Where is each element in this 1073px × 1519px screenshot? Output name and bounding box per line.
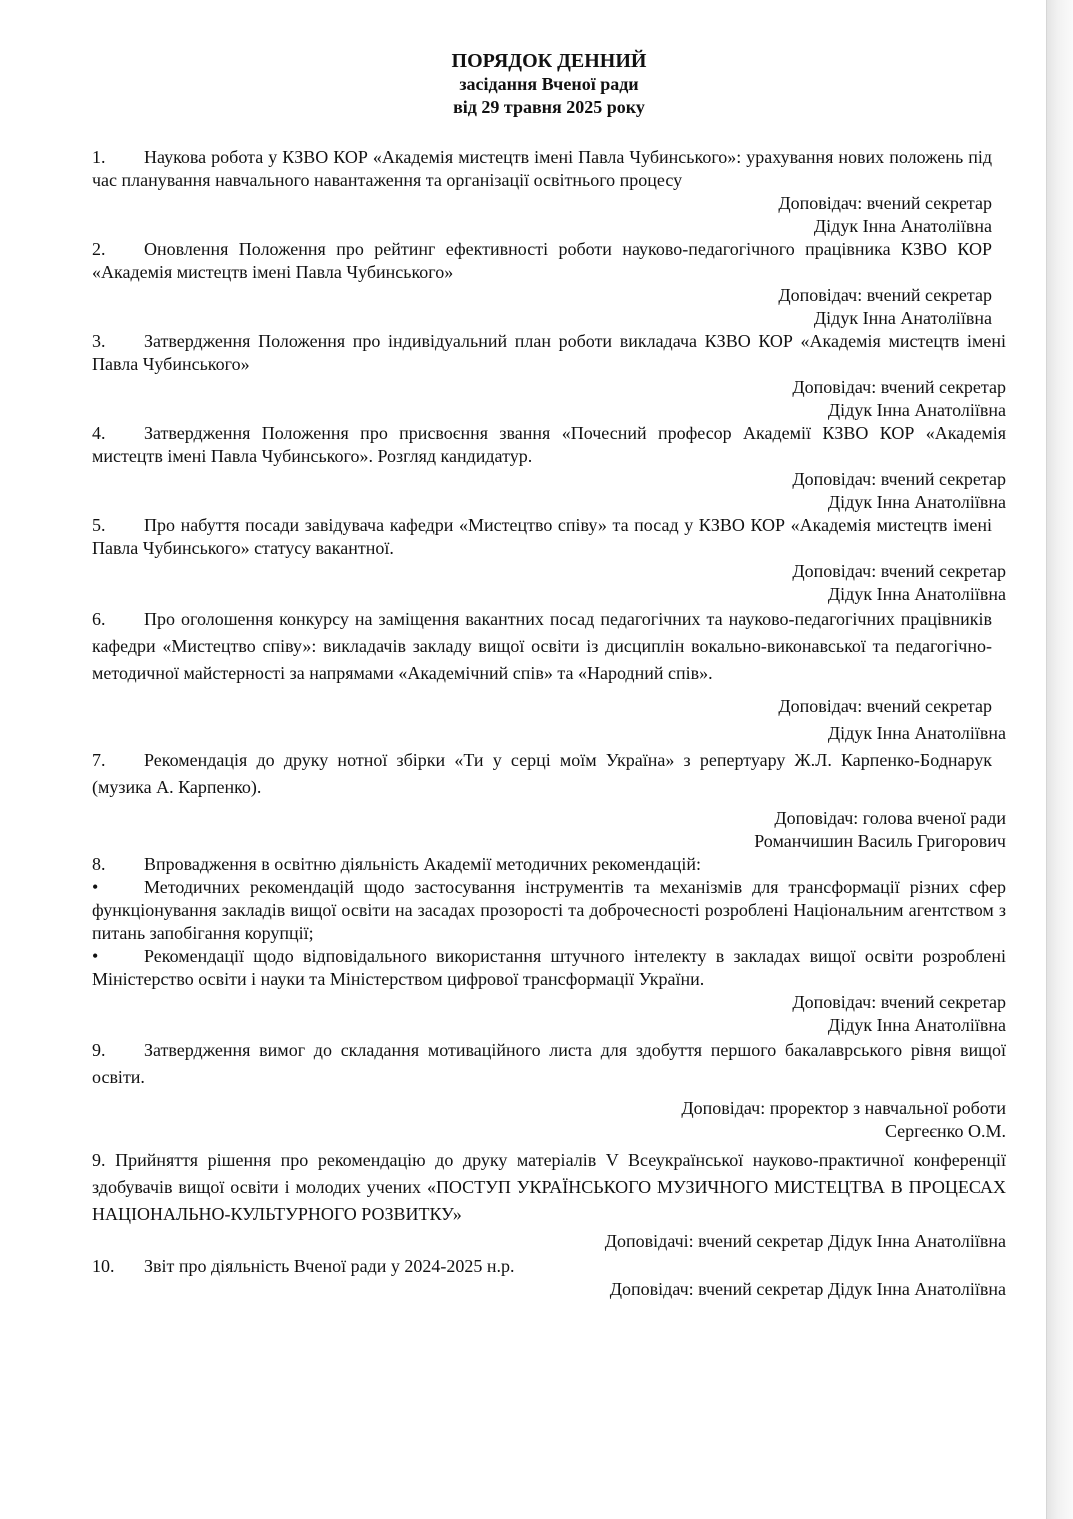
speaker-role: Доповідач: вчений секретар <box>792 469 1006 489</box>
item-number: 7. <box>92 750 106 770</box>
speaker-name: Дідук Інна Анатоліївна <box>827 400 1006 420</box>
speaker-role: Доповідач: вчений секретар <box>792 377 1006 397</box>
item-number: 6. <box>92 609 106 629</box>
agenda-item-10 <box>92 1255 1006 1301</box>
item-number: 2. <box>92 239 106 259</box>
speaker-name: Дідук Інна Анатоліївна <box>813 308 992 328</box>
agenda-list <box>92 146 1006 1301</box>
agenda-item-2 <box>92 238 1006 330</box>
speaker-role: Доповідач: вчений секретар <box>792 561 1006 581</box>
agenda-item-7 <box>92 747 1006 853</box>
document-title: ПОРЯДОК ДЕННИЙ <box>451 50 647 72</box>
agenda-item-1 <box>92 146 1006 238</box>
speaker-role: Доповідач: проректор з навчальної роботи <box>681 1098 1006 1118</box>
document-date: від 29 травня 2025 року <box>453 97 645 117</box>
bullet-text: Рекомендації щодо відповідального використання штучного інтелекту в закладах вищої освіти розроблені Міністерство освіти і науки та Міністерством цифрової трансформації України. <box>92 946 1006 989</box>
bullet-item <box>92 876 1006 945</box>
item-number: 3. <box>92 331 106 351</box>
speaker-role: Доповідач: вчений секретар <box>778 696 992 716</box>
item-number: 9. <box>92 1040 106 1060</box>
speaker-name: Дідук Інна Анатоліївна <box>813 216 992 236</box>
document-header <box>92 50 1006 119</box>
item-text: Затвердження Положення про індивідуальний план роботи викладача КЗВО КОР «Академія мистецтв імені Павла Чубинського» <box>92 331 1006 374</box>
speaker-role: Доповідач: голова вченої ради <box>774 808 1006 828</box>
item-text: Звіт про діяльність Вченої ради у 2024-2025 н.р. <box>144 1256 515 1276</box>
agenda-item-8 <box>92 853 1006 1037</box>
item-number: 5. <box>92 515 106 535</box>
agenda-item-4 <box>92 422 1006 514</box>
item-number: 9. <box>92 1150 106 1170</box>
speaker-role: Доповідач: вчений секретар <box>778 193 992 213</box>
item-text: Рекомендація до друку нотної збірки «Ти у серці моїм Україна» з репертуару Ж.Л. Карпенко-Боднарук (музика А. Карпенко). <box>92 750 992 797</box>
speaker-name: Дідук Інна Анатоліївна <box>827 492 1006 512</box>
item-number: 8. <box>92 854 106 874</box>
page-edge-shadow <box>1046 0 1073 1519</box>
bullet-icon: • <box>92 877 99 897</box>
item-text: Про набуття посади завідувача кафедри «Мистецтво співу» та посад у КЗВО КОР «Академія мистецтв імені Павла Чубинського» статусу вакантної. <box>92 515 992 558</box>
speaker-name: Романчишин Василь Григорович <box>754 831 1006 851</box>
document-subtitle: засідання Вченої ради <box>459 74 639 94</box>
agenda-item-3 <box>92 330 1006 422</box>
speaker-name: Дідук Інна Анатоліївна <box>827 1015 1006 1035</box>
speaker-name: Дідук Інна Анатоліївна <box>827 723 1006 743</box>
item-text: Оновлення Положення про рейтинг ефективності роботи науково-педагогічного працівника КЗВО КОР «Академія мистецтв імені Павла Чубинського» <box>92 239 992 282</box>
speaker-line: Доповідач: вчений секретар Дідук Інна Анатоліївна <box>609 1279 1006 1299</box>
item-number: 1. <box>92 147 106 167</box>
agenda-item-5 <box>92 514 1006 606</box>
bullet-item <box>92 945 1006 991</box>
item-text: Наукова робота у КЗВО КОР «Академія мистецтв імені Павла Чубинського»: урахування нових положень під час планування навчального навантаження та організації освітнього процесу <box>92 147 992 190</box>
speaker-role: Доповідач: вчений секретар <box>792 992 1006 1012</box>
bullet-text: Методичних рекомендацій щодо застосування інструментів та механізмів для трансформації різних сфер функціонування закладів вищої освіти на засадах прозорості та доброчесності розроблені Національним агентством з питань запобігання корупції; <box>92 877 1006 943</box>
item-text: Затвердження вимог до складання мотиваційного листа для здобуття першого бакалаврського рівня вищої освіти. <box>92 1040 1006 1087</box>
speaker-role: Доповідач: вчений секретар <box>778 285 992 305</box>
speaker-name: Сергеєнко О.М. <box>884 1121 1006 1141</box>
item-number: 10. <box>92 1256 115 1276</box>
speaker-line: Доповідачі: вчений секретар Дідук Інна Анатоліївна <box>604 1231 1006 1251</box>
document-page <box>92 50 1006 1301</box>
agenda-item-9 <box>92 1037 1006 1143</box>
speaker-name: Дідук Інна Анатоліївна <box>827 584 1006 604</box>
item-text: Про оголошення конкурсу на заміщення вакантних посад педагогічних та науково-педагогічних працівників кафедри «Мистецтво співу»: викладачів закладу вищої освіти із дисциплін вокально-виконавської та педагогічно-методичної майстерності за напрямами «Академічний спів» та «Народний спів». <box>92 609 992 683</box>
item-text: Затвердження Положення про присвоєння звання «Почесний професор Академії КЗВО КОР «Академія мистецтв імені Павла Чубинського». Розгляд кандидатур. <box>92 423 1006 466</box>
agenda-item-6 <box>92 606 1006 747</box>
item-text: Прийняття рішення про рекомендацію до друку матеріалів V Всеукраїнської науково-практичної конференції здобувачів вищої освіти і молодих учених «ПОСТУП УКРАЇНСЬКОГО МУЗИЧНОГО МИСТЕЦТВА В ПРОЦЕСАХ НАЦІОНАЛЬНО-КУЛЬТУРНОГО РОЗВИТКУ» <box>92 1150 1006 1224</box>
bullet-icon: • <box>92 946 99 966</box>
item-text: Впровадження в освітню діяльність Академії методичних рекомендацій: <box>144 854 701 874</box>
item-number: 4. <box>92 423 106 443</box>
agenda-item-9b <box>92 1147 1006 1255</box>
